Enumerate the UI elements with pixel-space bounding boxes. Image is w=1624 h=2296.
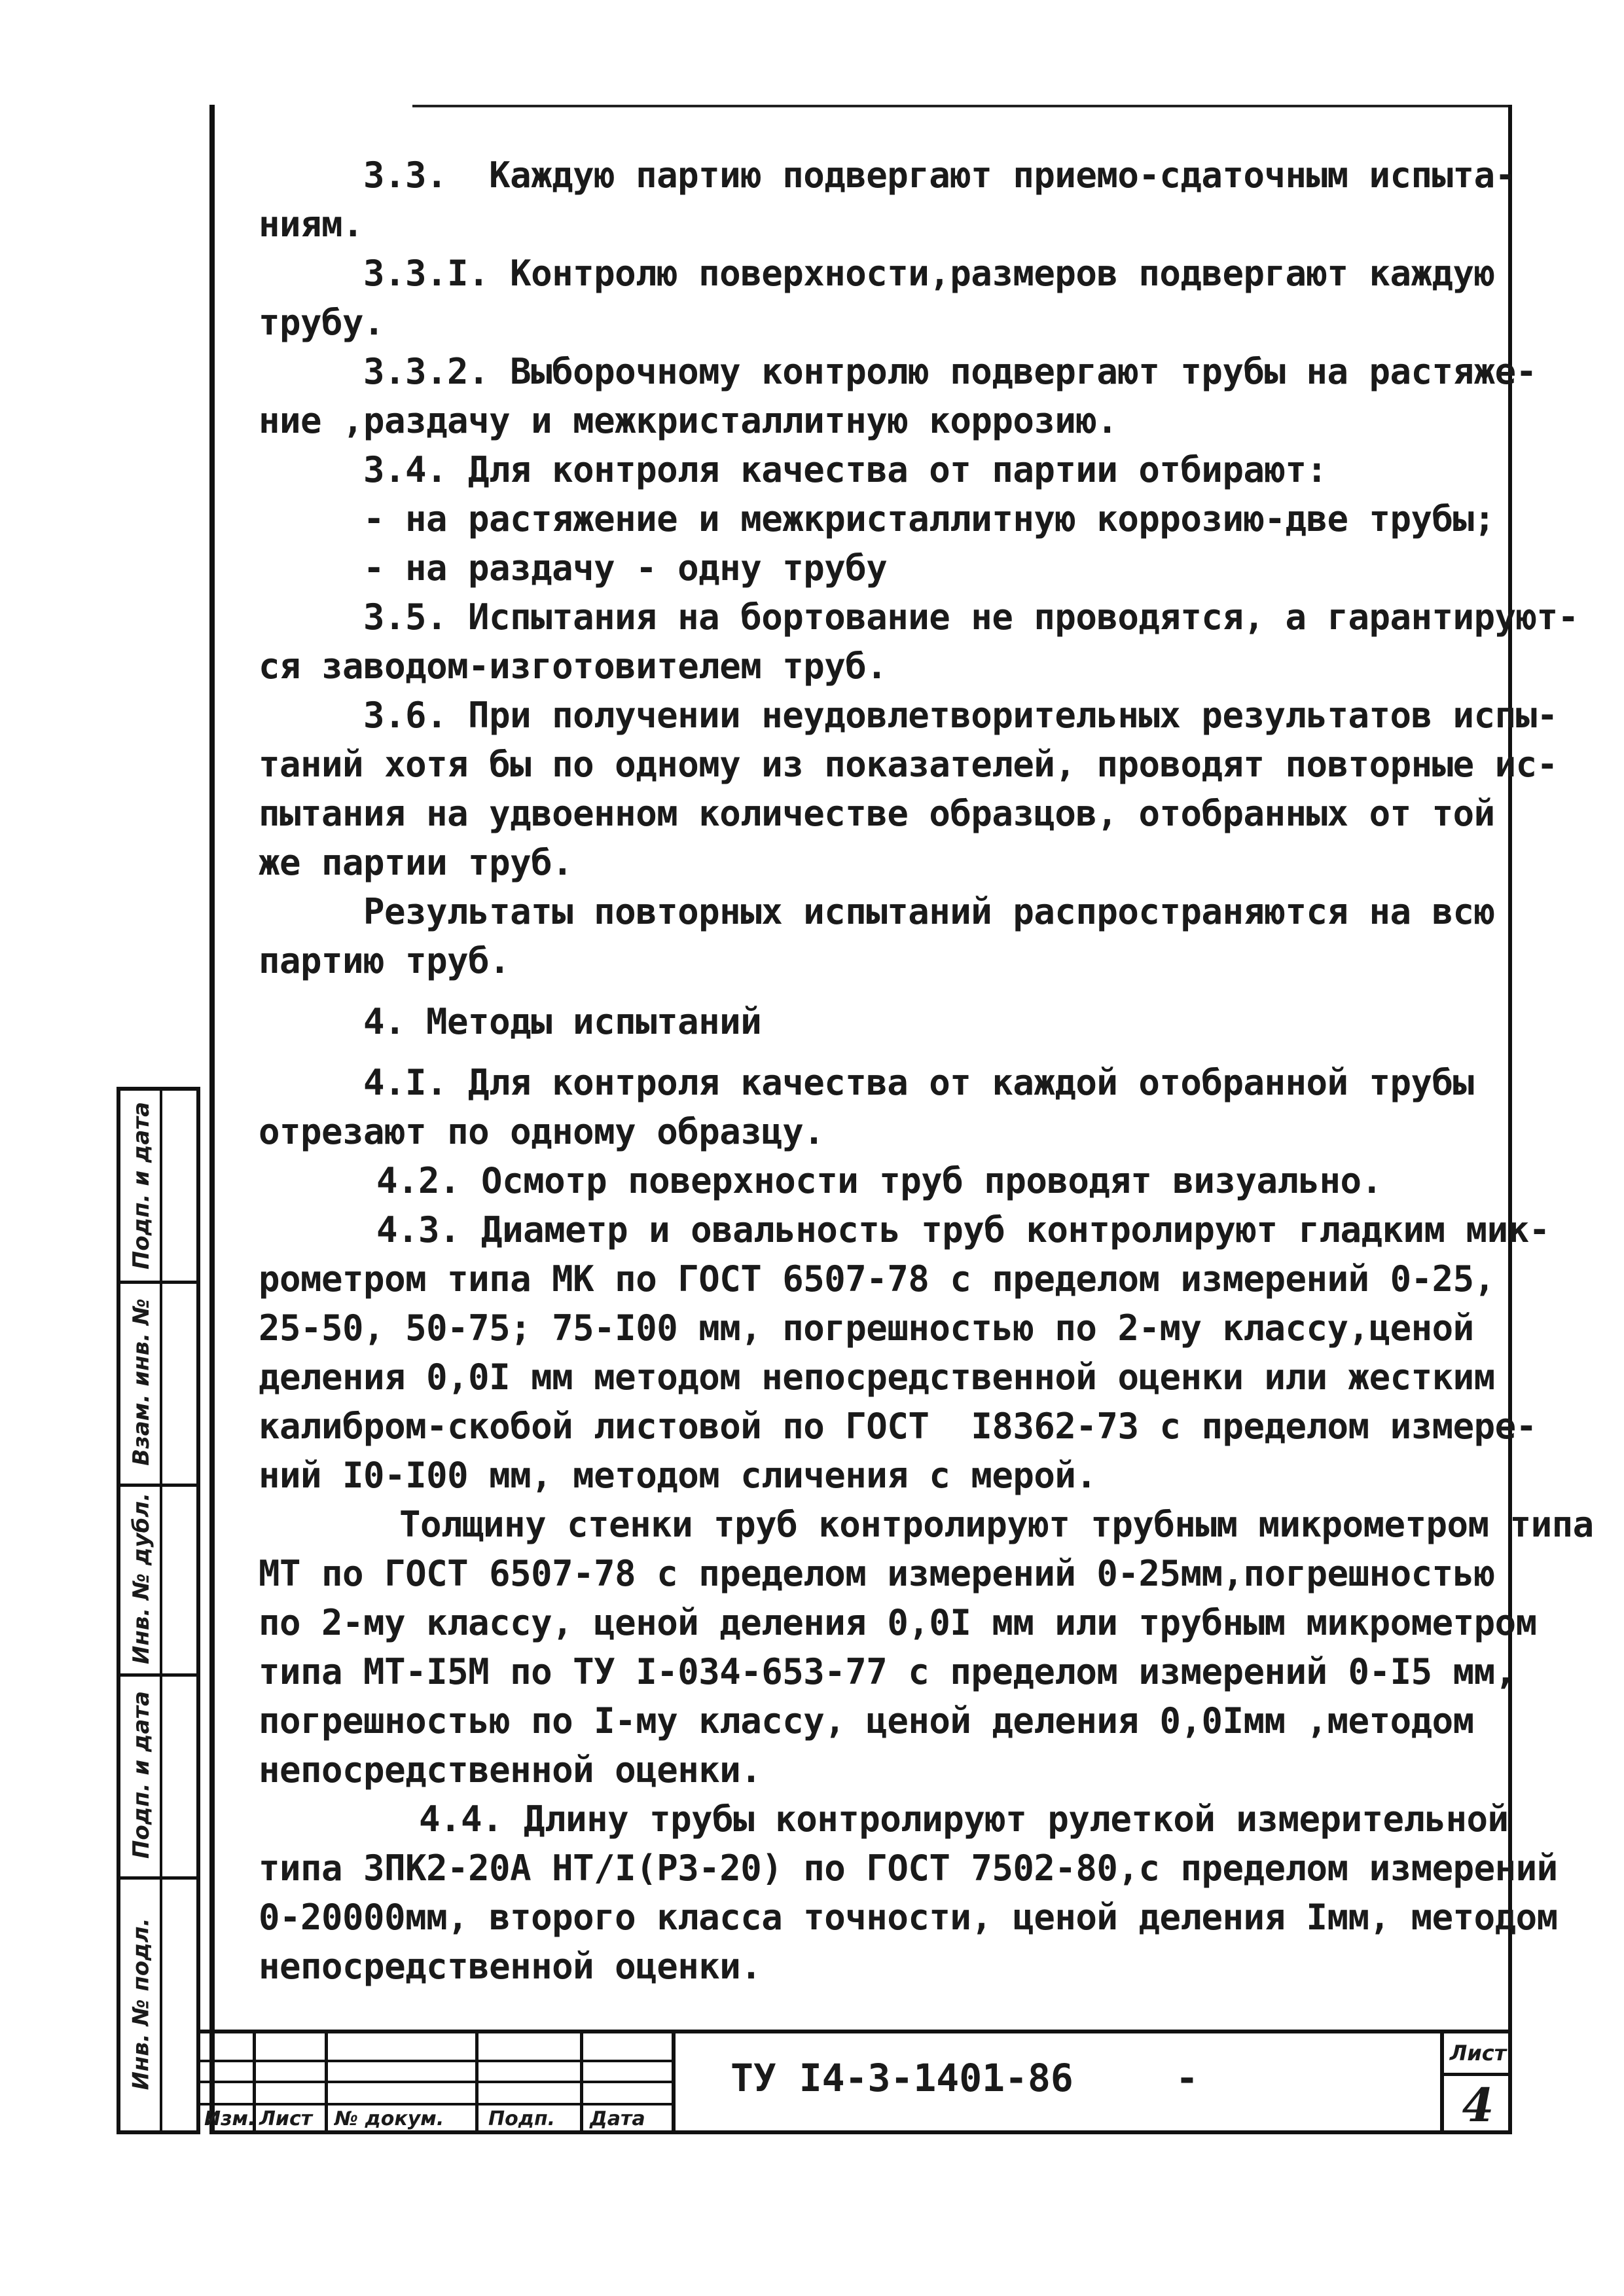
sheet-number-box xyxy=(1440,2033,1512,2134)
title-block-separator xyxy=(672,2033,676,2134)
text-line: деления 0,0I мм методом непосредственной оценки или жестким xyxy=(259,1357,1495,1398)
text-line: по 2-му классу, ценой деления 0,0I мм или трубным микрометром xyxy=(259,1602,1537,1643)
text-line: рометром типа МК по ГОСТ 6507-78 с пределом измерений 0-25, xyxy=(259,1258,1495,1300)
title-block xyxy=(200,2030,1512,2134)
grid-hline xyxy=(200,2081,672,2083)
text-line: 3.4. Для контроля качества от партии отбирают: xyxy=(363,449,1327,490)
text-line: МТ по ГОСТ 6507-78 с пределом измерений 0-25мм,погрешностью xyxy=(259,1553,1495,1594)
text-line: калибром-скобой листовой по ГОСТ I8362-73 с пределом измере- xyxy=(259,1406,1537,1447)
text-line: партию труб. xyxy=(259,940,511,981)
document-code-dash: - xyxy=(1176,2056,1199,2100)
sheet-number: 4 xyxy=(1462,2077,1494,2132)
strip-label-sign-date-1: Подп. и дата xyxy=(128,1101,155,1270)
strip-label-dup-inv: Инв. № дубл. xyxy=(128,1492,155,1665)
col-change: Изм. xyxy=(204,2107,256,2130)
text-line: типа МТ-I5М по ТУ I-034-653-77 с пределом измерений 0-I5 мм, xyxy=(259,1651,1516,1692)
text-line: - на раздачу - одну трубу xyxy=(363,547,888,589)
text-line: ние ,раздачу и межкристаллитную коррозию. xyxy=(259,400,1118,441)
col-signature: Подп. xyxy=(488,2107,556,2130)
strip-label-replaced-inv: Взам. инв. № xyxy=(128,1298,154,1466)
text-line: отрезают по одному образцу. xyxy=(259,1111,825,1152)
section-heading: 4. Методы испытаний xyxy=(363,1001,762,1042)
revision-header-row xyxy=(200,2103,672,2132)
revision-grid xyxy=(200,2033,672,2134)
strip-label-sign-date-2: Подп. и дата xyxy=(128,1690,155,1859)
text-line: 3.3. Каждую партию подвергают приемо-сдаточным испыта- xyxy=(363,155,1516,196)
text-line: ниям. xyxy=(259,204,364,245)
text-line: 4.I. Для контроля качества от каждой отобранной трубы xyxy=(363,1062,1474,1103)
text-line: же партии труб. xyxy=(259,842,573,883)
text-line: Результаты повторных испытаний распространяются на всю xyxy=(363,891,1495,932)
text-line: ний I0-I00 мм, методом сличения с мерой. xyxy=(259,1455,1097,1496)
text-line: таний хотя бы по одному из показателей, проводят повторные ис- xyxy=(259,744,1558,785)
text-line: 3.6. При получении неудовлетворительных результатов испы- xyxy=(363,695,1558,736)
sheet-label: Лист xyxy=(1444,2033,1512,2076)
text-line: 4.3. Диаметр и овальность труб контролируют гладким мик- xyxy=(376,1209,1550,1250)
text-line: ся заводом-изготовителем труб. xyxy=(259,646,888,687)
text-line: непосредственной оценки. xyxy=(259,1946,762,1987)
text-line: типа ЗПК2-20А НТ/I(РЗ-20) по ГОСТ 7502-80,с пределом измерений xyxy=(259,1848,1558,1889)
grid-hline xyxy=(200,2060,672,2062)
binding-margin-strip xyxy=(117,1087,200,2134)
text-line: 4.2. Осмотр поверхности труб проводят визуально. xyxy=(376,1160,1382,1201)
col-doc-no: № докум. xyxy=(334,2107,444,2130)
text-line: Толщину стенки труб контролируют трубным микрометром типа xyxy=(399,1504,1594,1545)
text-line: трубу. xyxy=(259,302,385,343)
text-line: 3.5. Испытания на бортование не проводятся, а гарантируют- xyxy=(363,596,1579,638)
text-line: 3.3.I. Контролю поверхности,размеров подвергают каждую xyxy=(363,253,1495,294)
document-body xyxy=(259,151,1594,1991)
text-line: погрешностью по I-му классу, ценой деления 0,0Iмм ,методом xyxy=(259,1700,1474,1741)
text-line: 3.3.2. Выборочному контролю подвергают трубы на растяже- xyxy=(363,351,1537,392)
strip-label-original-inv: Инв. № подл. xyxy=(128,1918,154,2090)
col-sheet: Лист xyxy=(259,2107,313,2130)
text-line: пытания на удвоенном количестве образцов, отобранных от той xyxy=(259,793,1495,834)
text-line: 4.4. Длину трубы контролируют рулеткой измерительной xyxy=(419,1798,1509,1840)
text-line: 25-50, 50-75; 75-I00 мм, погрешностью по 2-му классу,ценой xyxy=(259,1307,1474,1349)
text-line: непосредственной оценки. xyxy=(259,1749,762,1791)
col-date: Дата xyxy=(590,2107,645,2130)
text-line: 0-20000мм, второго класса точности, ценой деления Iмм, методом xyxy=(259,1897,1558,1938)
document-code: ТУ I4-3-1401-86 xyxy=(731,2056,1074,2100)
text-line: - на растяжение и межкристаллитную коррозию-две трубы; xyxy=(363,498,1495,539)
